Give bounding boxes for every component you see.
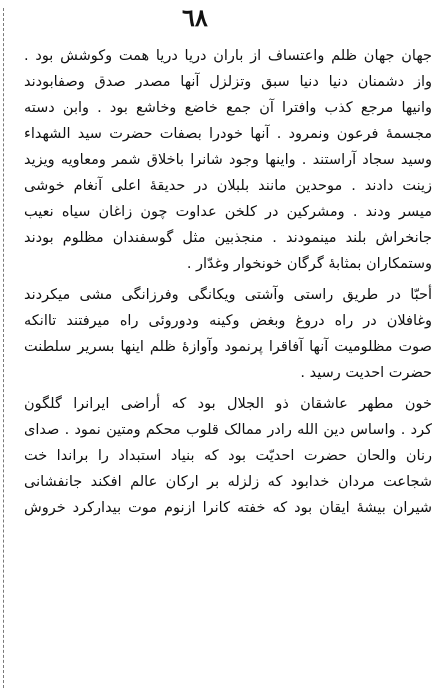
text-line: مجسمهٔ فرعون ونمرود . آنها خودرا بصفات حضرت سید الشهداء <box>24 126 432 142</box>
text-line: رنان والحان حضرت احدیّت بود که بنیاد استبداد را براندا خت <box>24 448 432 464</box>
text-line: شجاعت مردان خدابود که زلزله بر ارکان عالم افکند جانفشانی <box>24 474 432 490</box>
text-line: واز دشمنان دنیا دنیا سبق وتزلزل آنها مصدر صدق وصفابودند <box>24 74 432 90</box>
page-number: ٦٨ <box>182 3 208 32</box>
page-edge-dashed-rule <box>3 8 4 688</box>
text-line: زینت دادند . موحدین مانند بلبلان در حدیقهٔ اعلی آنغام خوشی <box>24 178 432 194</box>
text-line: جهان جهان ظلم واعتساف از باران دریا دریا همت وکوشش بود . <box>24 48 432 64</box>
text-line: وغافلان در راه دروغ وبغض وکینه ودوروئی راه میرفتند تاانکه <box>24 313 432 329</box>
text-line: حضرت احدیت رسید . <box>300 365 432 381</box>
text-line: وانیها مرجع کذب وافترا آن جمع خاضع وخاشع بود . وابن دسته <box>24 100 432 116</box>
text-line: وستمکاران بمثابهٔ گرگان خونخوار وغدّار . <box>186 256 432 272</box>
text-line: أحبّا در طریق راستی وآشتی ویکانگی وفرزانگی مشی میکردند <box>24 287 432 303</box>
text-line: وسید سجاد آراستند . واینها وجود شانرا باخلاق شمر ومعاویه ویزید <box>24 152 432 168</box>
text-line: میسر ودند . ومشرکین در کلخن عداوت چون زاغان سیاه نعیب <box>24 204 432 220</box>
text-line: خون مطهر عاشقان ذو الجلال بود که أراضی ایرانرا گلگون <box>24 396 432 412</box>
text-line: صوت مظلومیت آنها آفاقرا پرنمود وآوازهٔ ظلم اینها بسریر سلطنت <box>24 339 432 355</box>
text-line: جانخراش بلند مینمودند . منجذبین مثل گوسفندان مظلوم بودند <box>24 230 432 246</box>
text-line: کرد . واساس دین الله رادر ممالک قلوب محکم ومتین نمود . صدای <box>24 422 432 438</box>
text-line: شیران بیشهٔ ایقان بود که خفته کانرا ازنوم موت بیدارکرد خروش <box>24 500 432 516</box>
